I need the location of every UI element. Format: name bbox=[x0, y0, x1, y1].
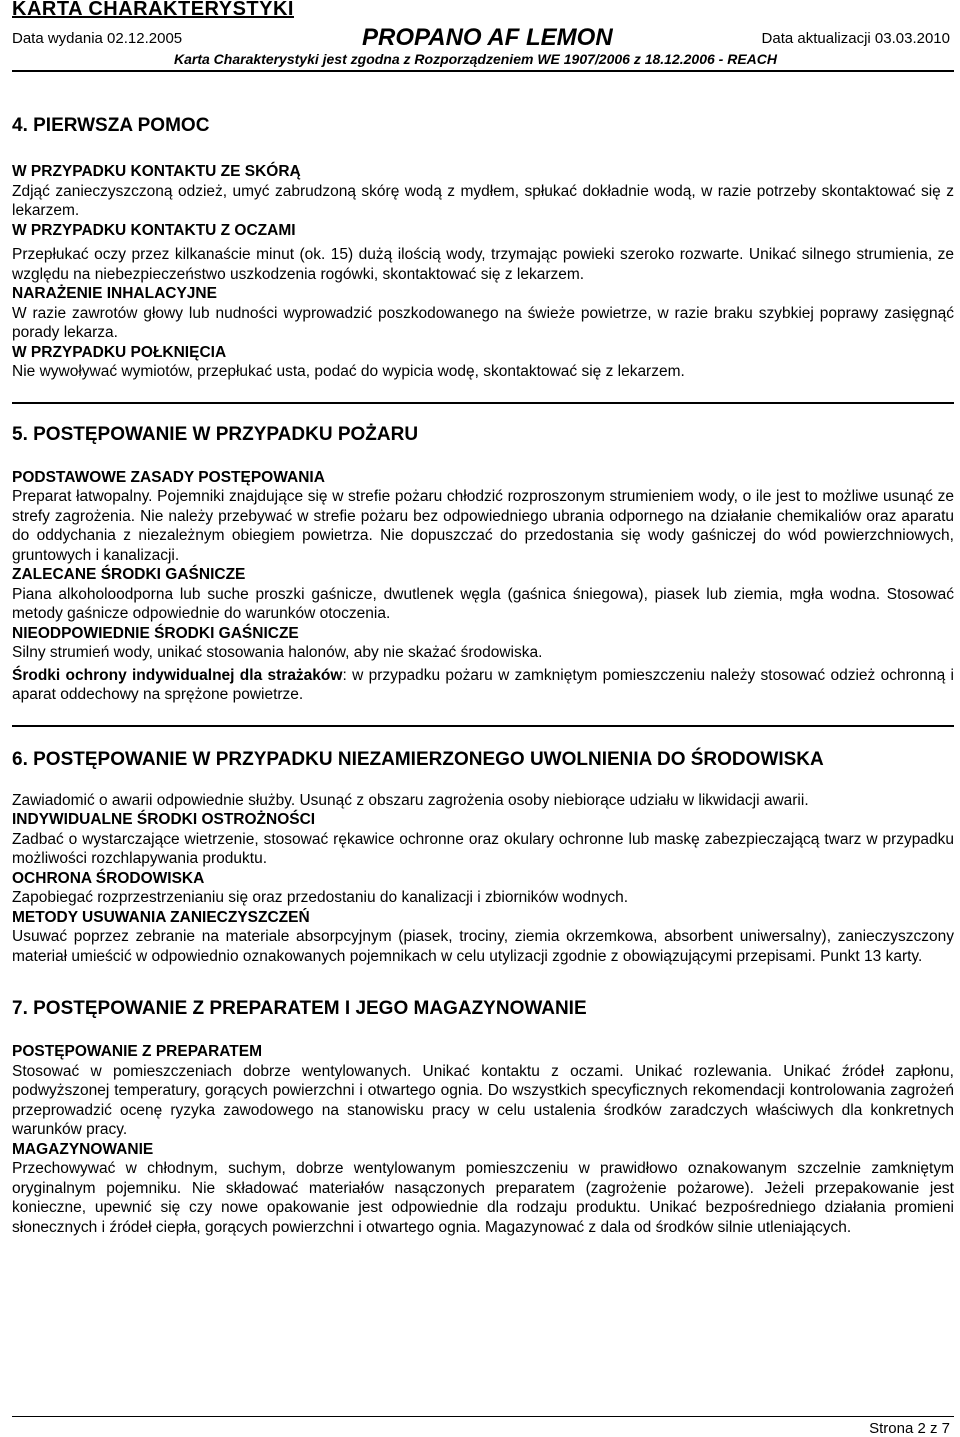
paragraph: Nie wywoływać wymiotów, przepłukać usta, podać do wypicia wodę, skontaktować się z lekarzem. bbox=[12, 363, 685, 380]
subsection-heading: OCHRONA ŚRODOWISKA bbox=[12, 869, 205, 887]
paragraph: Preparat łatwopalny. Pojemniki znajdujące się w strefie pożaru chłodzić rozproszonym strumieniem wody, o ile jest to możliwe usunąć ze strefy zagrożenia. Nie należy przebywać w strefie pożaru bez odpowiedniego ubrania odpornego na działanie chemikaliów oraz aparatu do oddychania z niezależnym obiegiem powietrza. Nie dopuszczać do przedostania się wody gaśniczej do wód powierzchniowych, gruntowych i kanalizacji. bbox=[12, 488, 954, 564]
header-regulation-row bbox=[12, 50, 954, 72]
paragraph: W razie zawrotów głowy lub nudności wyprowadzić poszkodowanego na świeże powietrze, w razie braku szybkiej poprawy zasięgnąć porady lekarza. bbox=[12, 304, 954, 341]
regulation-note: Karta Charakterystyki jest zgodna z Rozporządzeniem WE 1907/2006 z 18.12.2006 - REACH bbox=[174, 51, 778, 67]
bold-lead: Środki ochrony indywidualnej dla strażaków bbox=[12, 666, 343, 684]
section-title: 7. POSTĘPOWANIE Z PREPARATEM I JEGO MAGAZYNOWANIE bbox=[12, 998, 587, 1019]
issue-date: Data wydania 02.12.2005 bbox=[12, 30, 183, 47]
page-number: Strona 2 z 7 bbox=[869, 1420, 950, 1437]
paragraph: Zawiadomić o awarii odpowiednie służby. Usunąć z obszaru zagrożenia osoby niebiorące udziału w likwidacji awarii. bbox=[12, 791, 809, 809]
subsection-heading: PODSTAWOWE ZASADY POSTĘPOWANIA bbox=[12, 468, 325, 486]
subsection-heading: INDYWIDUALNE ŚRODKI OSTROŻNOŚCI bbox=[12, 811, 316, 828]
subsection-heading: NIEODPOWIEDNIE ŚRODKI GAŚNICZE bbox=[12, 624, 299, 642]
paragraph: Przechowywać w chłodnym, suchym, dobrze wentylowanym pomieszczeniu w prawidłowo oznakowanym szczelnie zamkniętym oryginalnym pojemniku. Nie składować materiałów nasączonych preparatem (zagrożenie pożarowe). Jeżeli przepakowanie jest konieczne, upewnić się czy nowe opakowanie jest odpowiednie dla rodzaju produktu. Unikać bezpośredniego działania promieni słonecznych i źródeł ciepła, gorących powierzchni i otwartego ognia. Magazynować z dala od środków silnie utleniających. bbox=[12, 1160, 954, 1236]
paragraph: Usuwać poprzez zebranie na materiale absorpcyjnym (piasek, trociny, ziemia okrzemkowa, absorbent uniwersalny), zanieczyszczony materiał umieścić w odpowiednio oznakowanych pojemnikach w celu utylizacji zgodnie z obowiązującymi przepisami. Punkt 13 karty. bbox=[12, 928, 954, 965]
paragraph: Zapobiegać rozprzestrzenianiu się oraz przedostaniu do kanalizacji i zbiorników wodnych. bbox=[12, 889, 629, 906]
section-accidental-release bbox=[12, 749, 954, 967]
section-handling-storage bbox=[12, 998, 954, 1237]
section-divider bbox=[12, 402, 954, 404]
subsection-heading: W PRZYPADKU POŁKNIĘCIA bbox=[12, 343, 227, 361]
subsection-heading: NARAŻENIE INHALACYJNE bbox=[12, 285, 217, 302]
section-first-aid bbox=[12, 115, 954, 382]
section-divider bbox=[12, 725, 954, 727]
header-middle-row bbox=[12, 24, 954, 50]
paragraph: Silny strumień wody, unikać stosowania halonów, aby nie skażać środowiska. bbox=[12, 644, 543, 661]
header-top-row bbox=[12, 0, 954, 24]
subsection-heading: ZALECANE ŚRODKI GAŚNICZE bbox=[12, 566, 246, 583]
paragraph: Przepłukać oczy przez kilkanaście minut (ok. 15) dużą ilością wody, trzymając powieki szeroko rozwarte. Unikać silnego strumienia, ze względu na niebezpieczeństwo uszkodzenia rogówki, skontaktować się z lekarzem. bbox=[12, 246, 954, 283]
document-type: KARTA CHARAKTERYSTYKI bbox=[12, 0, 294, 20]
page-footer bbox=[12, 1416, 954, 1437]
subsection-heading: METODY USUWANIA ZANIECZYSZCZEŃ bbox=[12, 908, 310, 926]
section-fire-fighting bbox=[12, 424, 954, 705]
paragraph: Zadbać o wystarczające wietrzenie, stosować rękawice ochronne oraz okulary ochronne lub maskę zabezpieczającą twarz w przypadku możliwości rozchlapywania produktu. bbox=[12, 830, 954, 867]
section-title: 5. POSTĘPOWANIE W PRZYPADKU POŻARU bbox=[12, 423, 419, 445]
update-date: Data aktualizacji 03.03.2010 bbox=[761, 30, 950, 47]
paragraph-text: : w przypadku pożaru w zamkniętym pomieszczeniu należy stosować odzież ochronną i aparat oddechowy na sprężone powietrze. bbox=[12, 666, 954, 703]
paragraph: Stosować w pomieszczeniach dobrze wentylowanych. Unikać kontaktu z oczami. Unikać rozlewania. Unikać źródeł zapłonu, podwyższonej temperatury, gorących powierzchni i otwartego ognia. Do wszystkich specyficznych rekomendacji kontrolowania zagrożeń przeprowadzić ocenę ryzyka zawodowego na stanowisku pracy w celu ustalenia środków zaradczych właściwych dla konkretnych warunków pracy. bbox=[12, 1062, 954, 1138]
section-title: 4. PIERWSZA POMOC bbox=[12, 115, 210, 136]
paragraph bbox=[12, 666, 954, 705]
subsection-heading: MAGAZYNOWANIE bbox=[12, 1140, 154, 1158]
document-page bbox=[12, 0, 954, 1237]
paragraph: Zdjąć zanieczyszczoną odzież, umyć zabrudzoną skórę wodą z mydłem, spłukać dokładnie wodą, w razie potrzeby skontaktować się z lekarzem. bbox=[12, 182, 954, 219]
section-title: 6. POSTĘPOWANIE W PRZYPADKU NIEZAMIERZONEGO UWOLNIENIA DO ŚRODOWISKA bbox=[12, 748, 824, 770]
subsection-heading: W PRZYPADKU KONTAKTU Z OCZAMI bbox=[12, 221, 296, 239]
product-name: PROPANO AF LEMON bbox=[362, 24, 613, 51]
subsection-heading: POSTĘPOWANIE Z PREPARATEM bbox=[12, 1043, 263, 1060]
paragraph: Piana alkoholoodporna lub suche proszki gaśnicze, dwutlenek węgla (gaśnica śniegowa), piasek lub ziemia, mgła wodna. Stosować metody gaśnicze odpowiednie do warunków otoczenia. bbox=[12, 585, 954, 622]
subsection-heading: W PRZYPADKU KONTAKTU ZE SKÓRĄ bbox=[12, 163, 301, 180]
